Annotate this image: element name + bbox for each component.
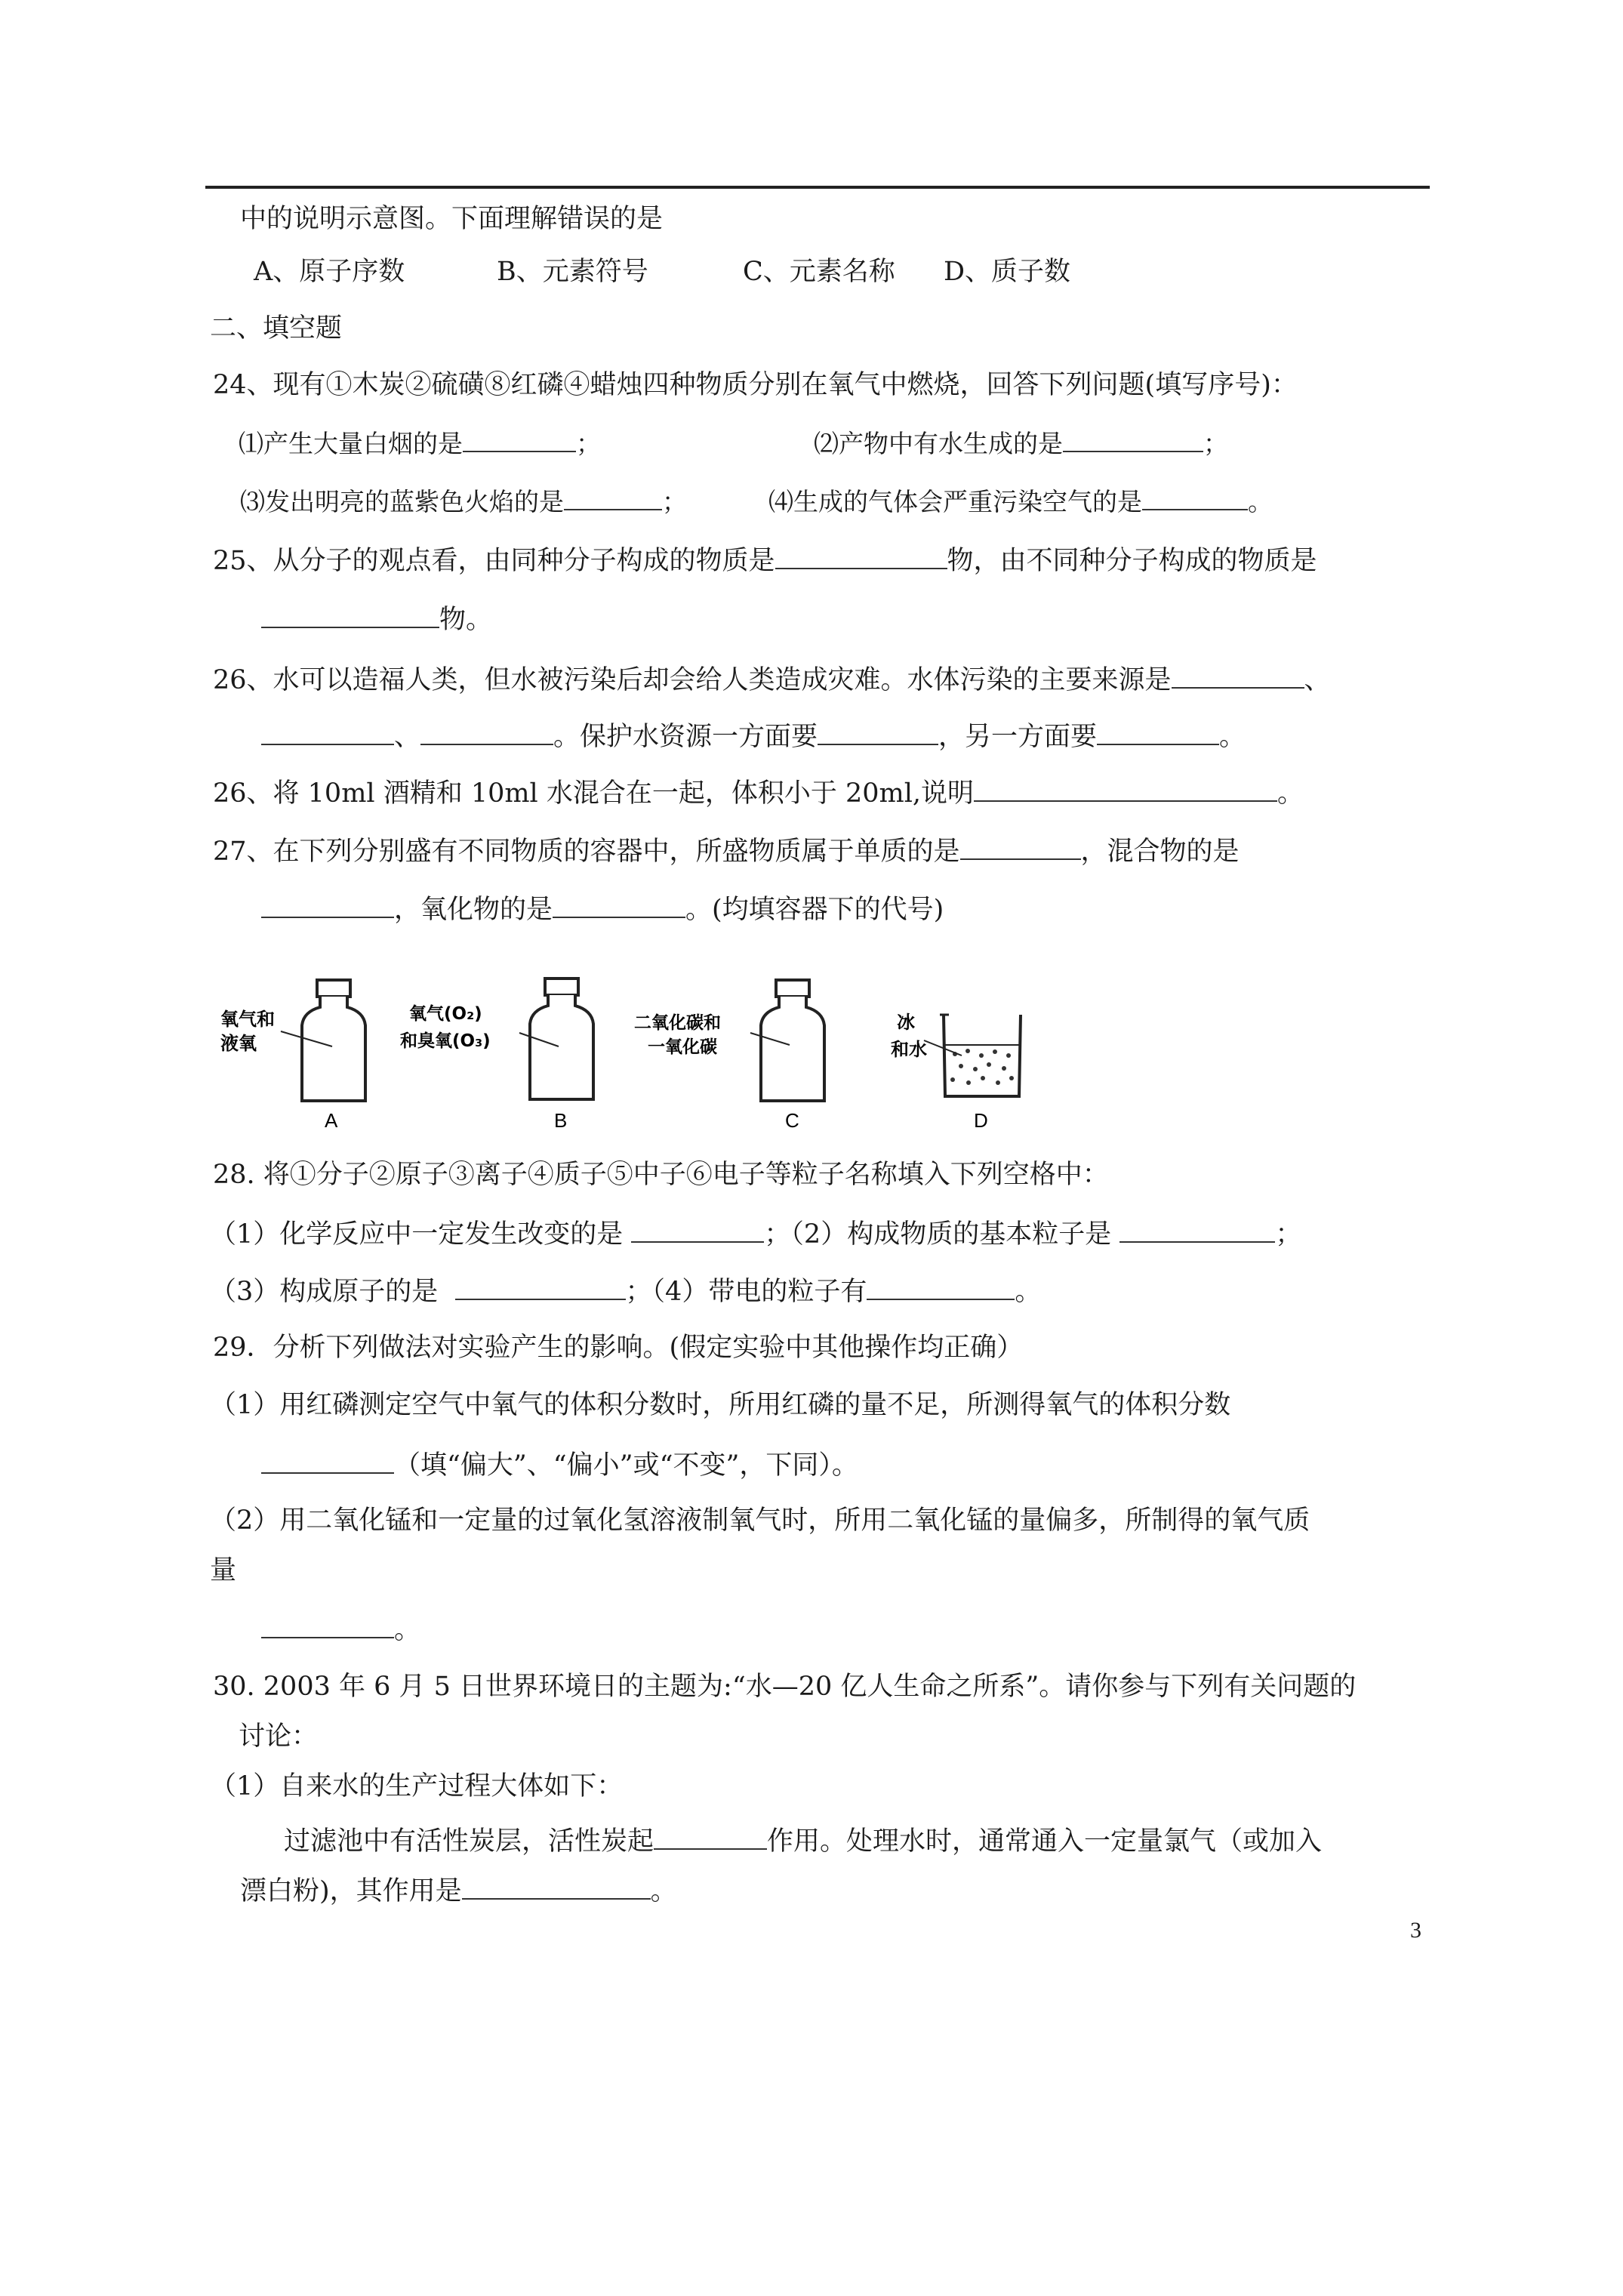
answer-blank[interactable] — [631, 1216, 764, 1243]
q24-stem: 24、现有①木炭②硫磺⑧红磷④蜡烛四种物质分别在氧气中燃烧，回答下列问题(填写序号)： — [213, 370, 1298, 400]
answer-blank[interactable] — [261, 601, 439, 628]
answer-blank[interactable] — [261, 1447, 394, 1474]
answer-blank[interactable] — [1172, 661, 1304, 689]
bottle-c-content-2: 一氧化碳 — [648, 1037, 717, 1057]
q27-line1: 27、在下列分别盛有不同物质的容器中，所盛物质属于单质的是 ，混合物的是 — [213, 833, 1240, 868]
q23-option-b: B、元素符号 — [497, 257, 648, 287]
answer-blank[interactable] — [463, 425, 576, 452]
bottle-a-content-2: 液氧 — [220, 1033, 257, 1054]
q25-line2: 物。 — [261, 601, 492, 636]
q26a-line2: 、 。保护水资源一方面要 ，另一方面要 。 — [261, 718, 1246, 754]
q28-line2: （3）构成原子的是 ；（4）带电的粒子有 。 — [210, 1273, 1041, 1308]
bottle-c-content-1: 二氧化碳和 — [634, 1013, 721, 1033]
q26a-line1: 26、水可以造福人类，但水被污染后却会给人类造成灾难。水体污染的主要来源是 、 — [213, 661, 1331, 697]
q28-line1: （1）化学反应中一定发生改变的是 ；（2）构成物质的基本粒子是 ； — [210, 1216, 1301, 1251]
beaker-d-content-1: 冰 — [897, 1012, 915, 1033]
page-number: 3 — [1410, 1918, 1421, 1943]
q26b-line: 26、将 10ml 酒精和 10ml 水混合在一起，体积小于 20ml,说明 。 — [213, 775, 1304, 810]
bottle-b-content-2: 和臭氧(O₃) — [400, 1031, 491, 1051]
containers-figure — [219, 972, 1027, 1131]
q29-part2-blank: 。 — [261, 1611, 420, 1647]
q30-part1-line2: 漂白粉)，其作用是 。 — [240, 1872, 677, 1908]
answer-blank[interactable] — [867, 1273, 1015, 1300]
answer-blank[interactable] — [1063, 425, 1203, 452]
bottle-b — [400, 978, 593, 1131]
q28-stem: 28. 将①分子②原子③离子④质子⑤中子⑥电子等粒子名称填入下列空格中： — [213, 1160, 1109, 1190]
answer-blank[interactable] — [1142, 483, 1248, 510]
answer-blank[interactable] — [455, 1273, 626, 1300]
answer-blank[interactable] — [462, 1872, 651, 1900]
answer-blank[interactable] — [564, 483, 662, 510]
q23-option-c: C、元素名称 — [743, 257, 895, 287]
bottle-a-content-1: 氧气和 — [220, 1009, 275, 1030]
q24-part3: ⑶发出明亮的蓝紫色火焰的是 ； — [240, 483, 687, 519]
beaker-d-content-2: 和水 — [891, 1039, 927, 1060]
q24-part2: ⑵产物中有水生成的是 ； — [814, 425, 1228, 461]
q30-part1-line1: 过滤池中有活性炭层，活性炭起 作用。处理水时，通常通入一定量氯气（或加入 — [284, 1823, 1322, 1858]
bottle-b-label: B — [554, 1109, 568, 1131]
q29-stem: 29．分析下列做法对实验产生的影响。(假定实验中其他操作均正确） — [213, 1333, 1024, 1363]
beaker-d-label: D — [974, 1109, 988, 1131]
q29-part1-blank: （填“偏大”、“偏小”或“不变”，下同）。 — [261, 1447, 858, 1482]
q30-stem: 30. 2003 年 6 月 5 日世界环境日的主题为:“水—20 亿人生命之所系”。请你参与下列有关问题的 — [213, 1672, 1357, 1702]
answer-blank[interactable] — [261, 1611, 394, 1638]
q29-part2-cont: 量 — [210, 1555, 237, 1586]
answer-blank[interactable] — [261, 718, 394, 745]
bottle-c — [634, 980, 824, 1131]
answer-blank[interactable] — [818, 718, 938, 745]
q30-stem-cont: 讨论： — [239, 1721, 319, 1752]
answer-blank[interactable] — [1097, 718, 1219, 745]
beaker-d — [891, 1012, 1021, 1131]
q25-line1: 25、从分子的观点看，由同种分子构成的物质是 物，由不同种分子构成的物质是 — [213, 542, 1317, 578]
answer-blank[interactable] — [1119, 1216, 1275, 1243]
q23-tail: 中的说明示意图。下面理解错误的是 — [240, 204, 664, 234]
section-title: 二、填空题 — [210, 313, 343, 344]
answer-blank[interactable] — [261, 891, 394, 918]
q23-option-a: A、原子序数 — [254, 257, 405, 287]
q29-part1: （1）用红磷测定空气中氧气的体积分数时，所用红磷的量不足，所测得氧气的体积分数 — [210, 1390, 1231, 1420]
q29-part2: （2）用二氧化锰和一定量的过氧化氢溶液制氧气时，所用二氧化锰的量偏多，所制得的氧气质 — [210, 1505, 1310, 1536]
answer-blank[interactable] — [775, 542, 947, 569]
bottle-b-content-1: 氧气(O₂) — [409, 1004, 482, 1024]
answer-blank[interactable] — [420, 718, 553, 745]
q24-part4: ⑷生成的气体会严重污染空气的是 。 — [768, 483, 1273, 519]
answer-blank[interactable] — [974, 775, 1277, 802]
q23-option-d: D、质子数 — [944, 257, 1071, 287]
bottle-c-label: C — [785, 1109, 799, 1131]
q27-line2: ，氧化物的是 。(均填容器下的代号) — [261, 891, 944, 926]
q24-part1: ⑴产生大量白烟的是 ； — [239, 425, 601, 461]
answer-blank[interactable] — [960, 833, 1081, 860]
answer-blank[interactable] — [553, 891, 685, 918]
bottle-a — [220, 980, 365, 1131]
header-rule — [205, 186, 1430, 189]
q30-part1: （1）自来水的生产过程大体如下： — [210, 1771, 624, 1801]
bottle-a-label: A — [325, 1109, 338, 1131]
answer-blank[interactable] — [654, 1823, 767, 1850]
